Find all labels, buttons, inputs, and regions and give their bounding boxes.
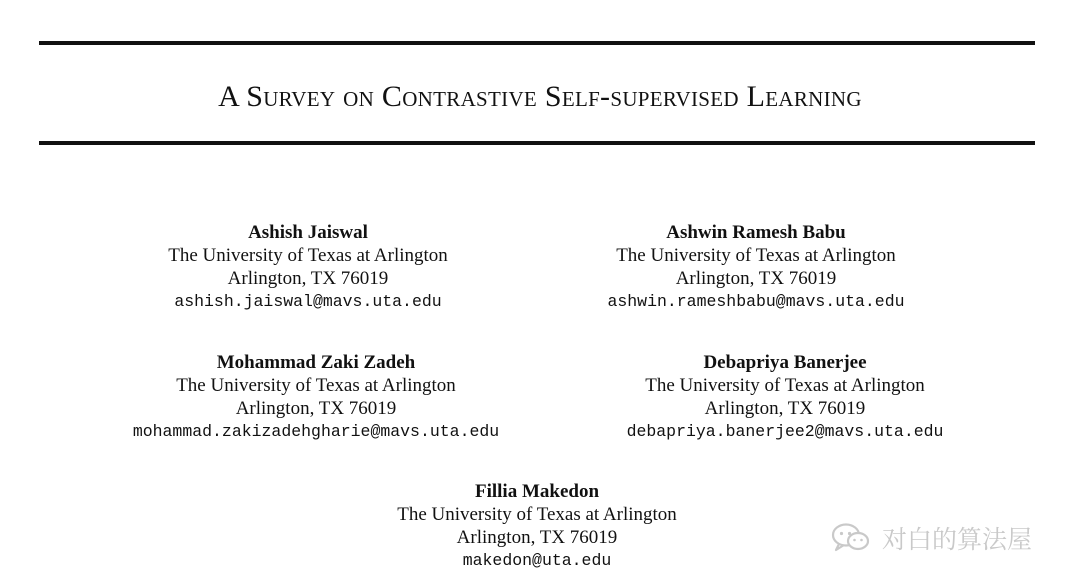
author-location: Arlington, TX 76019 [227,268,389,289]
wechat-icon [830,521,872,555]
author-block [133,351,499,444]
author-block [607,221,904,314]
author-affiliation: The University of Texas at Arlington [616,245,896,266]
author-location: Arlington, TX 76019 [235,398,397,419]
author-name: Debapriya Banerjee [703,352,867,373]
author-location: Arlington, TX 76019 [675,268,837,289]
author-email: mohammad.zakizadehgharie@mavs.uta.edu [132,422,500,441]
author-email: ashish.jaiswal@mavs.uta.edu [174,292,442,311]
author-block [168,221,448,314]
author-affiliation: The University of Texas at Arlington [645,375,925,396]
bottom-rule [39,141,1035,145]
author-name: Ashish Jaiswal [248,222,368,243]
author-location: Arlington, TX 76019 [456,527,618,548]
watermark-text: 对白的算法屋 [882,525,1033,554]
author-name: Mohammad Zaki Zadeh [216,352,416,373]
author-affiliation: The University of Texas at Arlington [397,504,677,525]
author-affiliation: The University of Texas at Arlington [176,375,456,396]
author-email: makedon@uta.edu [462,551,612,570]
author-name: Fillia Makedon [474,481,600,502]
author-email: debapriya.banerjee2@mavs.uta.edu [626,422,944,441]
top-rule [39,41,1035,45]
author-name: Ashwin Ramesh Babu [666,222,846,243]
author-block [397,480,677,573]
author-block [627,351,944,444]
author-location: Arlington, TX 76019 [704,398,866,419]
author-affiliation: The University of Texas at Arlington [168,245,448,266]
watermark [830,520,1032,556]
paper-title: A Survey on Contrastive Self-supervised Learning [218,80,862,113]
author-email: ashwin.rameshbabu@mavs.uta.edu [607,292,905,311]
